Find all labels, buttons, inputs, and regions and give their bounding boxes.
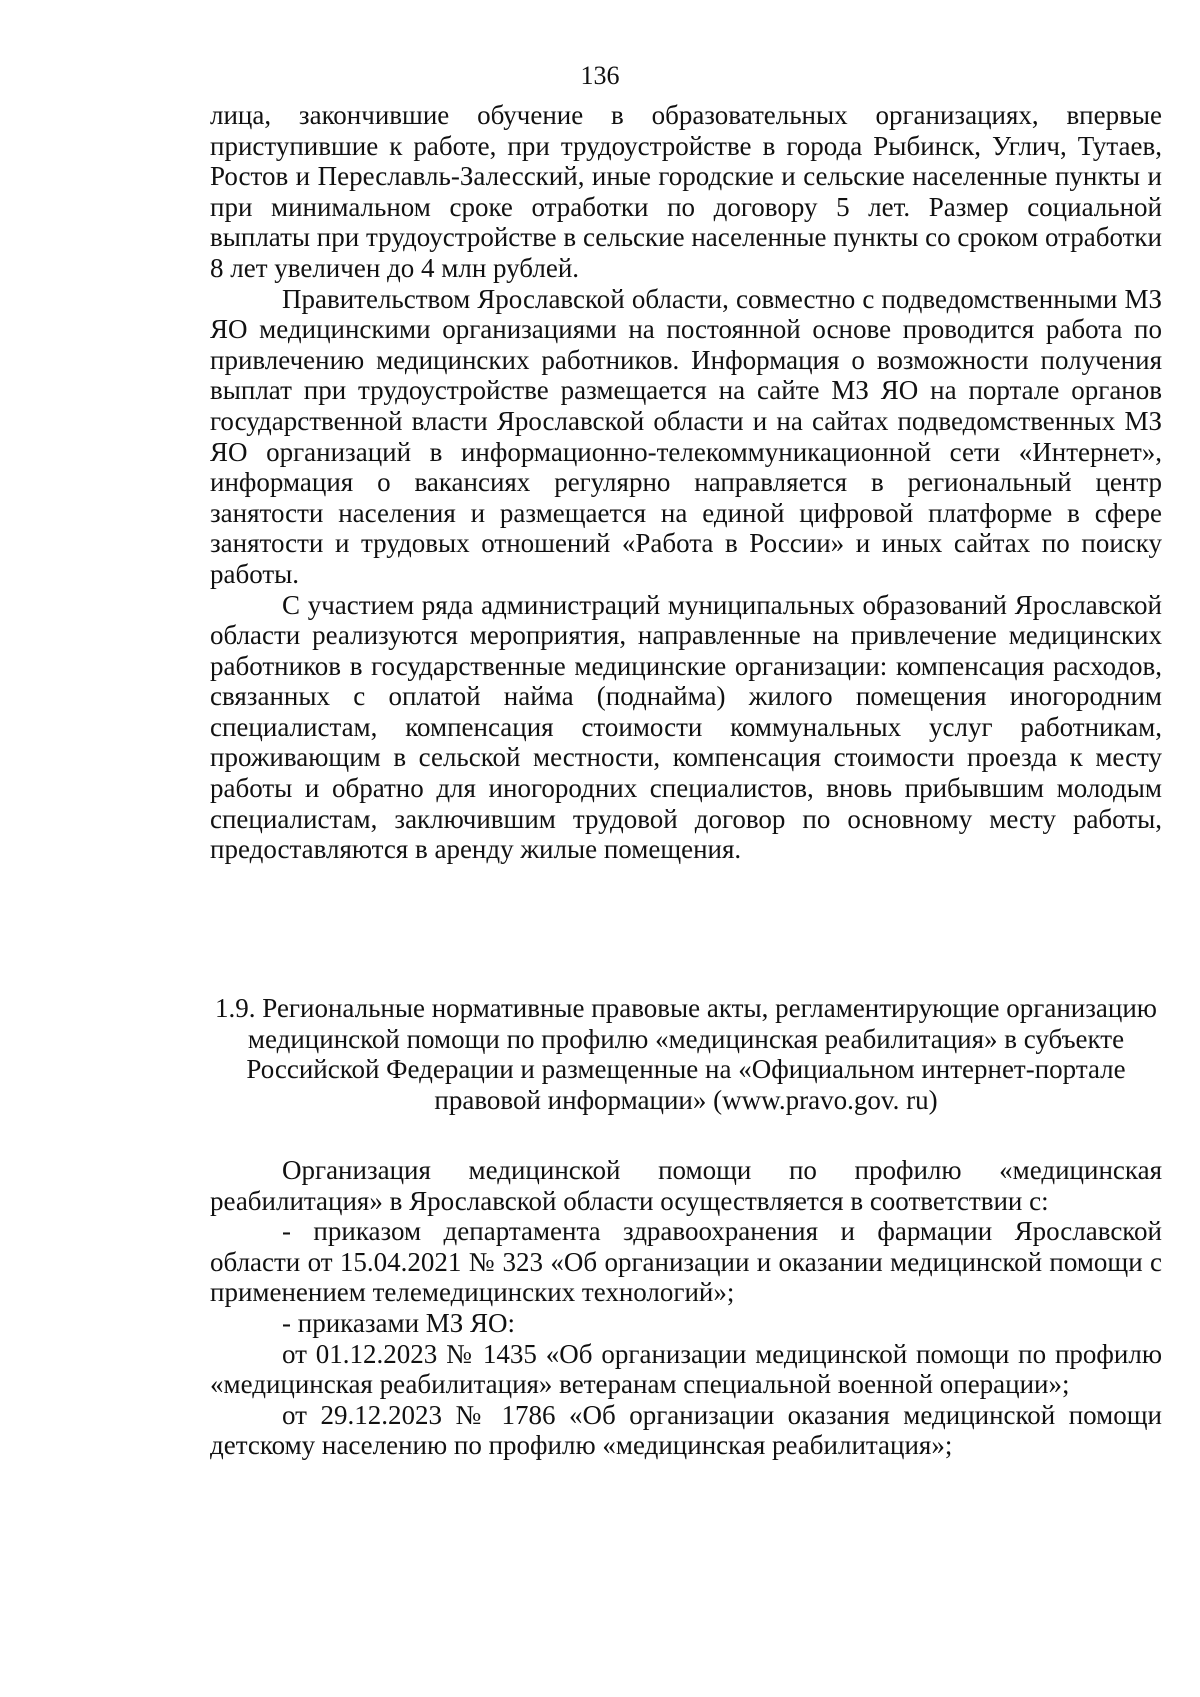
list-item: от 29.12.2023 № 1786 «Об организации оказания медицинской помощи детскому населению по профилю «медицинская реабилитация»; xyxy=(210,1399,1162,1461)
paragraph-government-recruitment: Правительством Ярославской области, совместно с подведомственными МЗ ЯО медицинскими организациями на постоянной основе проводится работа по привлечению медицинских работников. Информация о возможности получения выплат при трудоустройстве размещается на сайте МЗ ЯО на портале органов государственной власти Ярославской области и на сайтах подведомственных МЗ ЯО организаций в информационно-телекоммуникационной сети «Интернет», информация о вакансиях регулярно направляется в региональный центр занятости населения и размещается на единой цифровой платформе в сфере занятости и трудовых отношений «Работа в России» и иных сайтах по поиску работы. xyxy=(210,283,1162,589)
list-item: - приказом департамента здравоохранения и фармации Ярославской области от 15.04.2021 № 323 «Об организации и оказании медицинской помощи с применением телемедицинских технологий»; xyxy=(210,1216,1162,1308)
list-item: от 01.12.2023 № 1435 «Об организации медицинской помощи по профилю «медицинская реабилитация» ветеранам специальной военной операции»; xyxy=(210,1338,1162,1400)
section-heading: 1.9. Региональные нормативные правовые акты, регламентирующие организацию медицинской помощи по профилю «медицинская реабилитация» в субъекте Российской Федерации и размещенные на «Официальном интернет-портале правовой информации» (www.pravo.gov. ru) xyxy=(215,993,1157,1115)
section-intro: Организация медицинской помощи по профилю «медицинская реабилитация» в Ярославской области осуществляется в соответствии с: xyxy=(210,1155,1162,1216)
page-number: 136 xyxy=(580,61,620,90)
main-text-block xyxy=(210,100,1162,865)
paragraph-continuation: лица, закончившие обучение в образовательных организациях, впервые приступившие к работе, при трудоустройстве в города Рыбинск, Углич, Тутаев, Ростов и Переславль-Залесский, иные городские и сельские населенные пункты и при минимальном сроке отработки по договору 5 лет. Размер социальной выплаты при трудоустройстве в сельские населенные пункты со сроком отработки 8 лет увеличен до 4 млн рублей. xyxy=(210,100,1162,283)
paragraph-municipal-measures: С участием ряда администраций муниципальных образований Ярославской области реализуются мероприятия, направленные на привлечение медицинских работников в государственные медицинские организации: компенсация расходов, связанных с оплатой найма (поднайма) жилого помещения иногородним специалистам, компенсация стоимости коммунальных услуг работникам, проживающим в сельской местности, компенсация стоимости проезда к месту работы и обратно для иногородних специалистов, вновь прибывшим молодым специалистам, заключившим трудовой договор по основному месту работы, предоставляются в аренду жилые помещения. xyxy=(210,589,1162,865)
list-item: - приказами МЗ ЯО: xyxy=(282,1307,516,1338)
section-body xyxy=(210,1155,1162,1461)
